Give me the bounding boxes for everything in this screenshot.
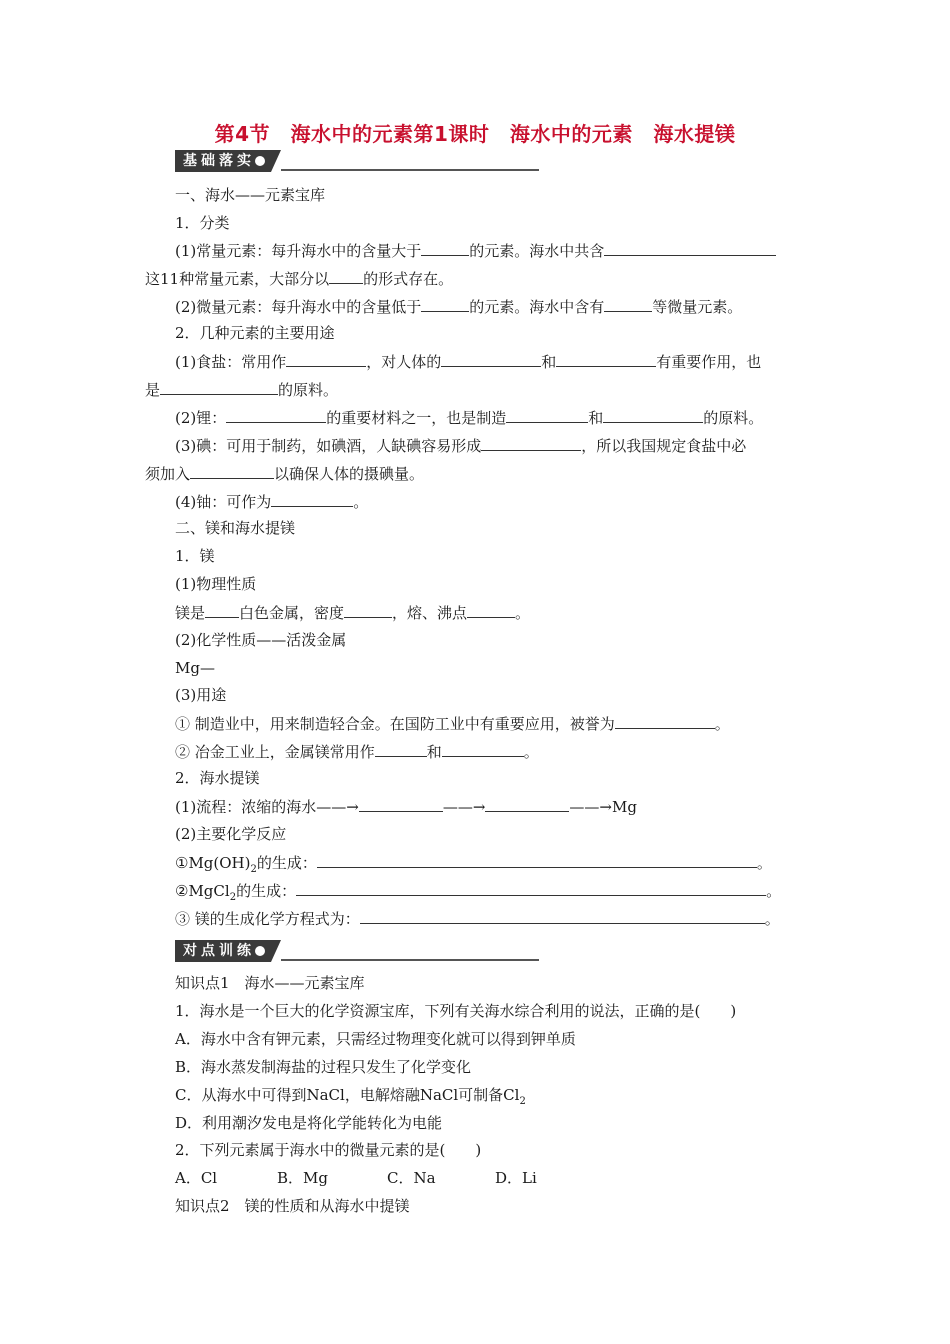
section-rule [281,169,539,171]
item-classification: 1．分类 [175,214,230,232]
knowledge-point-2: 知识点2 镁的性质和从海水中提镁 [175,1197,410,1215]
text-line: (3)碘：可用于制药，如碘酒，人缺碘容易形成 ，所以我国规定食盐中必 [175,437,747,455]
section-rule [281,959,539,961]
arrow-icon: ——→ [442,798,486,816]
subitem-reactions: (2)主要化学反应 [175,825,287,843]
text-line: (1)常量元素：每升海水中的含量大于 的元素。海水中共含 [175,240,776,261]
text-line: (2)锂： 的重要材料之一，也是制造 和 的原料。 [175,409,764,427]
text-line: $①Mg(OH)_2$的生成： 。 [175,854,772,875]
option-a: A．海水中含有钾元素，只需经过物理变化就可以得到钾单质 [175,1030,576,1048]
knowledge-point-1: 知识点1 海水——元素宝库 [175,974,365,992]
text-line: ③ 镁的生成化学方程式为： 。 [175,910,780,928]
arrow-icon: ——→ [316,798,359,816]
section-badge [175,150,271,172]
item-uses: 2．几种元素的主要用途 [175,324,335,342]
text-line: 须加入 以确保人体的摄碘量。 [145,465,425,483]
question-2: 2．下列元素属于海水中的微量元素的是( ) [175,1141,482,1159]
subitem-chemical: (2)化学性质——活泼金属 [175,631,347,649]
text-line: Mg— [175,659,215,677]
heading-1: 一、海水——元素宝库 [175,186,326,204]
option-d: D．利用潮汐发电是将化学能转化为电能 [175,1114,443,1132]
section-header-basics [175,150,539,172]
arrow-icon: ——→ [569,798,612,816]
question-1: 1．海水是一个巨大的化学资源宝库，下列有关海水综合利用的说法，正确的是( ) [175,1002,737,1020]
text-line: (1)食盐：常用作 ，对人体的 和 有重要作用，也 [175,353,762,371]
item-magnesium: 1．镁 [175,547,215,565]
text-line: 这11种常量元素，大部分以 的形式存在。 [145,270,454,288]
subitem-uses: (3)用途 [175,686,227,704]
text-line: ② 冶金工业上，金属镁常用作 和 。 [175,743,539,761]
option-b: B．海水蒸发制海盐的过程只发生了化学变化 [175,1058,472,1076]
flow-line: (1)流程：浓缩的海水——→ ——→ ——→Mg [175,798,637,816]
subitem-physical: (1)物理性质 [175,575,257,593]
text-line: ②MgCl$_2$的生成： 。 [175,882,782,903]
heading-2: 二、镁和海水提镁 [175,519,296,537]
item-extraction: 2．海水提镁 [175,769,260,787]
text-line: (4)铀：可作为 。 [175,493,369,511]
bullet-dot-icon [255,946,265,956]
section-header-practice [175,940,539,962]
text-line: 是 的原料。 [145,381,339,399]
option-c: C．从海水中可得到NaCl，电解熔融NaCl可制备$Cl_2$ [175,1086,526,1107]
bullet-dot-icon [255,156,265,166]
text-line: 镁是 白色金属，密度 ，熔、沸点 。 [175,604,531,622]
text-line: ① 制造业中，用来制造轻合金。在国防工业中有重要应用，被誉为 。 [175,715,730,733]
section-badge [175,940,271,962]
text-line: (2)微量元素：每升海水中的含量低于 的元素。海水中含有 等微量元素。 [175,298,743,316]
options-row: A．Cl B．Mg C．Na D．Li [175,1169,537,1187]
section-label: 基础落实 [183,153,255,169]
page-title: 第4节 海水中的元素第1课时 海水中的元素 海水提镁 [214,122,736,146]
section-label: 对点训练 [183,943,255,959]
